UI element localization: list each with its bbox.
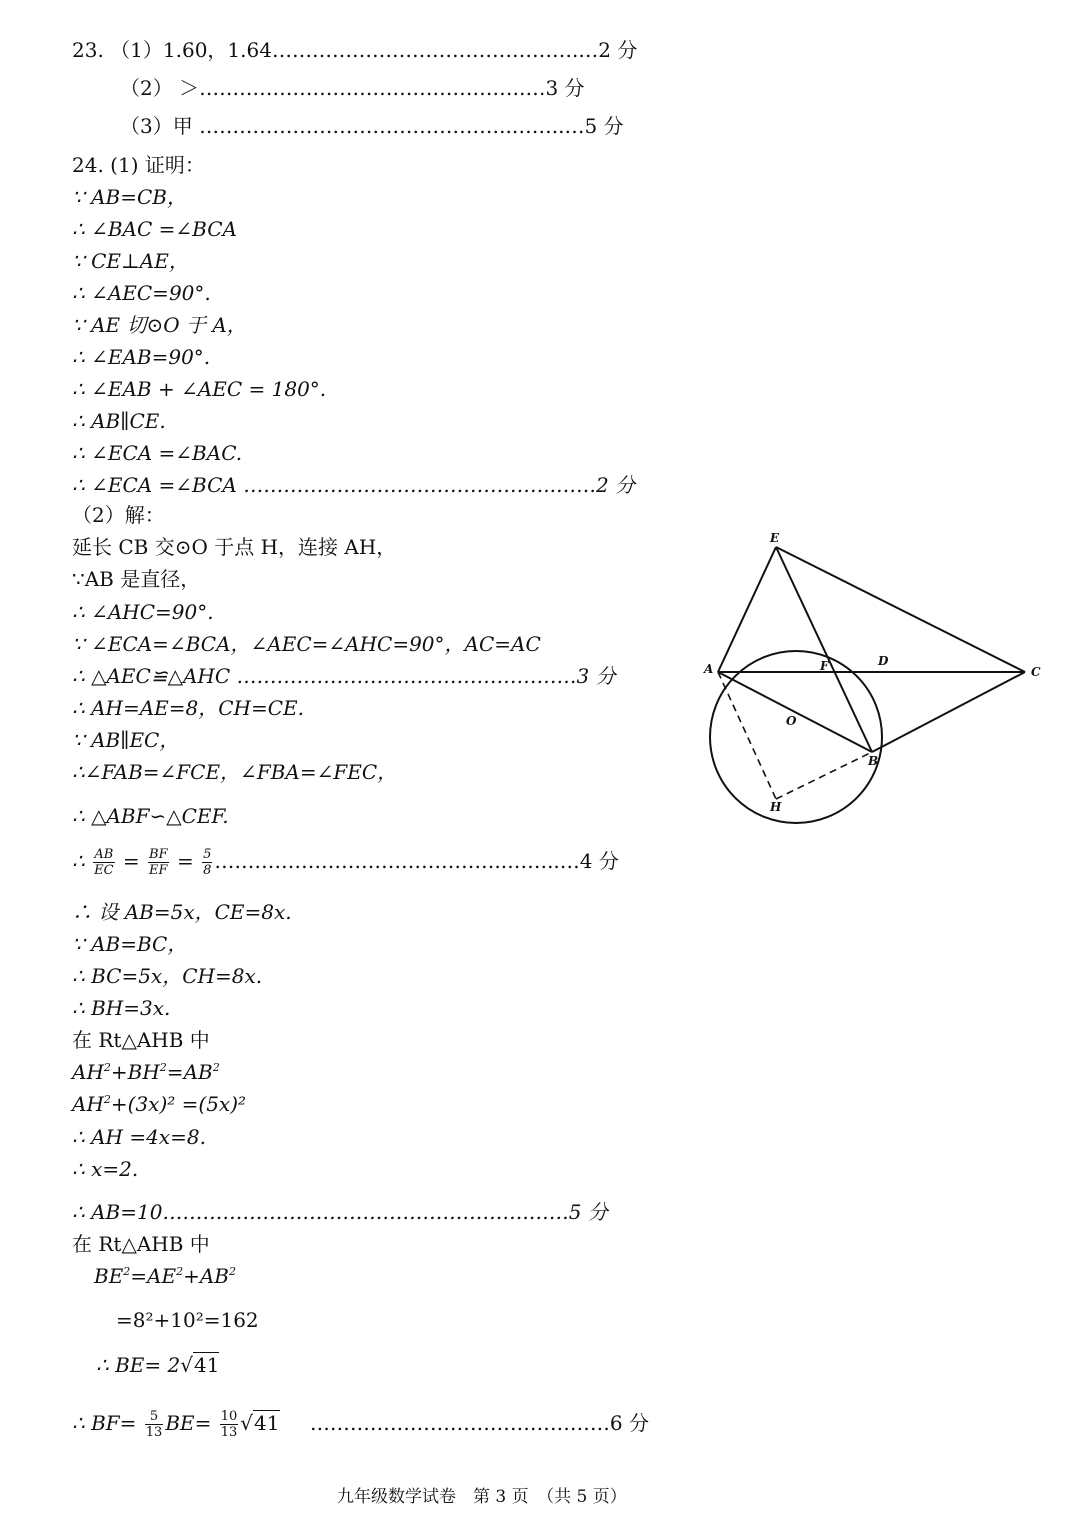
fraction-numerator: BF: [149, 847, 168, 862]
solution-step: ∴ 设 AB=5x，CE=8x.: [72, 900, 292, 924]
fraction-10-13: [220, 1409, 239, 1440]
label-b: B: [868, 754, 879, 768]
label-c: C: [1031, 665, 1041, 679]
fraction-numerator: 5: [145, 1409, 164, 1425]
solution-step: 延长 CB 交⊙O 于点 H，连接 AH，: [72, 535, 397, 559]
solution-step: ∴ BH=3x.: [72, 996, 171, 1020]
fraction-numerator: 10: [220, 1409, 238, 1424]
term: BE: [94, 1264, 124, 1288]
segment-ea: [718, 547, 776, 672]
exponent: 2: [229, 1265, 237, 1278]
proof-step: ∴ ∠ECA =∠BAC.: [72, 441, 243, 465]
term: BH: [127, 1060, 160, 1084]
part2-heading: （2）解：: [72, 503, 165, 527]
answer-23-part2: （2） ＞………………………………………….…3 分: [120, 76, 585, 100]
therefore-symbol: ∴: [72, 849, 85, 873]
pythagoras-substitution: [72, 1092, 246, 1116]
segment-ah-dashed: [718, 672, 776, 799]
proof-step: ∴ ∠AEC=90°.: [72, 281, 211, 305]
term: +(3x)² =(5x)²: [110, 1092, 247, 1116]
solution-step: ∴ AH=AE=8，CH=CE.: [72, 696, 305, 720]
circle-o: [710, 651, 882, 823]
fraction-numerator: AB: [94, 847, 114, 862]
term: BE=: [165, 1411, 212, 1435]
solution-step: ∴ ∠AHC=90°.: [72, 600, 214, 624]
segment-ab: [718, 672, 872, 752]
proof-step: ∵ CE⊥AE，: [72, 249, 189, 273]
solution-step: ∴∠FAB=∠FCE，∠FBA=∠FEC，: [72, 760, 398, 784]
fraction-denominator: 13: [220, 1425, 238, 1440]
segment-hb-dashed: [776, 752, 872, 799]
solution-step: ∵ ∠ECA=∠BCA，∠AEC=∠AHC=90°，AC=AC: [72, 632, 541, 656]
fraction-denominator: EC: [94, 863, 114, 878]
proof-step: ∵ AB=CB，: [72, 185, 187, 209]
proof-step: ∵ AE 切⊙O 于 A，: [72, 313, 247, 337]
proof-step: ∴ ∠EAB=90°.: [72, 345, 211, 369]
answer-23-part1: 23. （1）1.60，1.64……………………………………….…2 分: [72, 38, 638, 62]
exponent: 2: [103, 1061, 111, 1074]
fraction-denominator: EF: [149, 863, 168, 878]
answer-23-part3: （3）甲 ………………………………………..……..…5 分: [120, 114, 624, 138]
fraction-bf-ef: [148, 847, 169, 878]
proof-step: ∴ ∠BAC =∠BCA: [72, 217, 237, 241]
solution-step: ∵AB 是直径，: [72, 567, 201, 591]
exponent: 2: [212, 1061, 220, 1074]
segment-bc: [872, 672, 1025, 752]
fraction-5-8: [202, 847, 212, 878]
sqrt-symbol: √: [180, 1353, 193, 1377]
fraction-denominator: 8: [203, 863, 212, 878]
be-result: [96, 1353, 219, 1377]
solution-step: =8²+10²=162: [116, 1308, 259, 1332]
solution-step: ∴ BC=5x，CH=8x.: [72, 964, 263, 988]
term: ∴ BF=: [72, 1411, 137, 1435]
score-dots: ……………………………………..……..…4 分: [214, 849, 619, 873]
label-a: A: [704, 662, 714, 676]
proof-step: ∴ ∠EAB + ∠AEC = 180°.: [72, 377, 327, 401]
geometry-diagram: [690, 525, 1060, 825]
equals-sign: =: [176, 849, 194, 873]
term: =AE: [130, 1264, 177, 1288]
proof-step: ∴ AB∥CE.: [72, 409, 166, 433]
exponent: 2: [103, 1093, 111, 1106]
term: AH: [72, 1060, 104, 1084]
solution-step: ∴ x=2.: [72, 1157, 139, 1181]
term: AB: [183, 1060, 213, 1084]
score-dots: ………………………………………6 分: [309, 1411, 649, 1435]
label-d: D: [878, 654, 889, 668]
fraction-denominator: 13: [145, 1425, 163, 1440]
solution-step: 在 Rt△AHB 中: [72, 1028, 210, 1052]
page-footer: 九年级数学试卷 第 3 页 （共 5 页）: [337, 1487, 627, 1507]
pythagoras-equation: $AH^2+BH^2=AB^2$: [72, 1060, 220, 1084]
label-h: H: [770, 800, 782, 814]
bf-result: [72, 1403, 649, 1443]
term: +AB: [183, 1264, 230, 1288]
sqrt-symbol: √: [240, 1411, 254, 1435]
term: ∴ BE= 2: [96, 1353, 181, 1377]
proof-step: ∴ ∠ECA =∠BCA ………………………………………..……2 分: [72, 473, 636, 497]
label-e: E: [770, 531, 780, 545]
solution-step: ∴ △AEC≌△AHC ……………………………………………3 分: [72, 664, 616, 688]
radicand: 41: [254, 1411, 280, 1435]
solution-step: ∴ AB=10……………………………………………….……5 分: [72, 1200, 608, 1224]
solution-step: ∴ AH =4x=8.: [72, 1125, 206, 1149]
ratio-equation: [72, 843, 619, 879]
radicand: 41: [193, 1353, 220, 1377]
fraction-numerator: 5: [203, 847, 212, 862]
be-equation: [94, 1264, 236, 1288]
fraction-5-13: [145, 1409, 164, 1440]
solution-step: ∵ AB∥EC，: [72, 728, 180, 752]
answer-24-heading: 24. (1) 证明：: [72, 153, 205, 177]
fraction-ab-ec: [93, 847, 114, 878]
exponent: 2: [176, 1265, 184, 1278]
solution-step: ∴ △ABF∽△CEF.: [72, 804, 229, 828]
exponent: 2: [159, 1061, 167, 1074]
equals-sign: =: [122, 849, 140, 873]
exponent: 2: [123, 1265, 131, 1278]
term: AH: [72, 1092, 104, 1116]
solution-step: ∵ AB=BC，: [72, 932, 188, 956]
label-f: F: [820, 659, 829, 673]
solution-step: 在 Rt△AHB 中: [72, 1232, 210, 1256]
label-o: O: [786, 714, 797, 728]
